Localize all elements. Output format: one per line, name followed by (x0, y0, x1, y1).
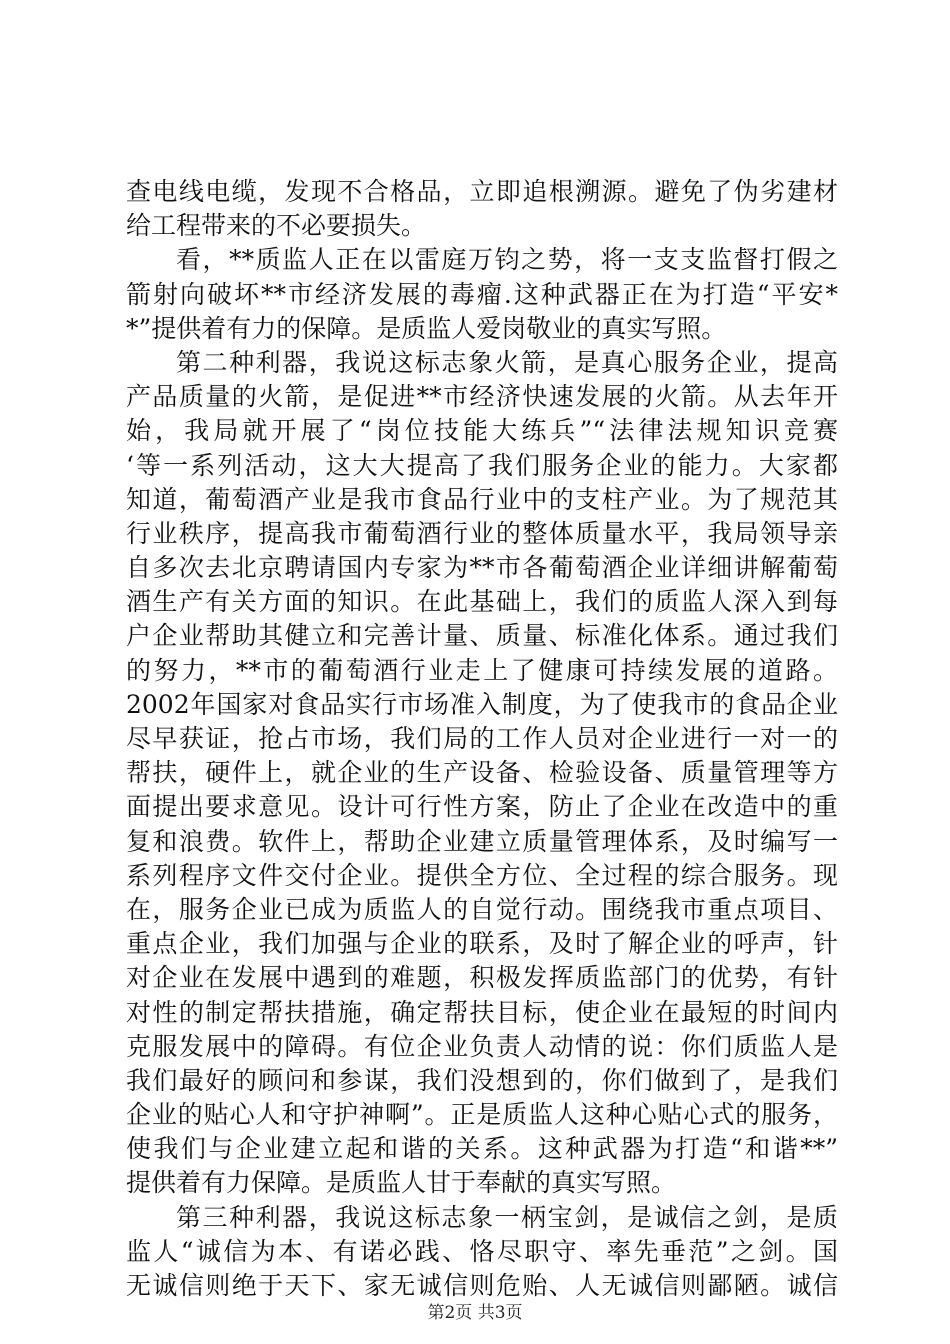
text-line: 自多次去北京聘请国内专家为**市各葡萄酒企业详细讲解葡萄 (126, 553, 838, 583)
text-line: *”提供着有力的保障。是质监人爱岗敬业的真实写照。 (126, 313, 727, 343)
text-line: 克服发展中的障碍。有位企业负责人动情的说：你们质监人是 (126, 1031, 838, 1061)
text-line: 行业秩序，提高我市葡萄酒行业的整体质量水平，我局领导亲 (126, 518, 838, 548)
text-line: 产品质量的火箭，是促进**市经济快速发展的火箭。从去年开 (126, 382, 838, 412)
text-line: 的努力，**市的葡萄酒行业走上了健康可持续发展的道路。 (126, 655, 838, 685)
text-line: 第三种利器，我说这标志象一柄宝剑，是诚信之剑，是质 (176, 1202, 838, 1232)
text-line: 户企业帮助其健立和完善计量、质量、标准化体系。通过我们 (126, 621, 838, 651)
text-line: 复和浪费。软件上，帮助企业建立质量管理体系，及时编写一 (126, 826, 838, 856)
text-line: 2002年国家对食品实行市场准入制度，为了使我市的食品企业 (126, 689, 838, 719)
text-line: 酒生产有关方面的知识。在此基础上，我们的质监人深入到每 (126, 587, 838, 617)
text-line: 提供着有力保障。是质监人甘于奉献的真实写照。 (126, 1168, 677, 1198)
text-line: 系列程序文件交付企业。提供全方位、全过程的综合服务。现 (126, 860, 838, 890)
text-line: 箭射向破坏**市经济发展的毒瘤.这种武器正在为打造“平安* (126, 279, 838, 309)
page-number-footer: 第2页 共3页 (427, 1303, 523, 1323)
body-text (126, 175, 838, 1303)
text-line: 知道，葡萄酒产业是我市食品行业中的支柱产业。为了规范其 (126, 484, 838, 514)
text-line: 始，我局就开展了“岗位技能大练兵”“法律法规知识竞赛 (126, 416, 838, 446)
text-line: 无诚信则绝于天下、家无诚信则危贻、人无诚信则鄙陋。诚信 (126, 1271, 838, 1300)
text-line: 监人“诚信为本、有诺必践、恪尽职守、率先垂范”之剑。国 (126, 1236, 838, 1266)
text-line: 看，**质监人正在以雷庭万钧之势，将一支支监督打假之 (176, 245, 838, 275)
text-line: 重点企业，我们加强与企业的联系，及时了解企业的呼声，针 (126, 929, 838, 959)
text-line: 我们最好的顾问和参谋，我们没想到的，你们做到了，是我们 (126, 1065, 838, 1095)
text-line: ‘等一系列活动，这大大提高了我们服务企业的能力。大家都 (126, 450, 838, 480)
text-line: 在，服务企业已成为质监人的自觉行动。围绕我市重点项目、 (126, 894, 838, 924)
text-line: 企业的贴心人和守护神啊”。正是质监人这种心贴心式的服务， (126, 1100, 838, 1130)
text-line: 面提出要求意见。设计可行性方案，防止了企业在改造中的重 (126, 792, 838, 822)
text-line: 使我们与企业建立起和谐的关系。这种武器为打造“和谐**” (126, 1134, 838, 1164)
text-line: 给工程带来的不必要损失。 (126, 211, 427, 241)
text-line: 对性的制定帮扶措施，确定帮扶目标，使企业在最短的时间内 (126, 997, 838, 1027)
text-line: 对企业在发展中遇到的难题，积极发挥质监部门的优势，有针 (126, 963, 838, 993)
text-line: 帮扶，硬件上，就企业的生产设备、检验设备、质量管理等方 (126, 758, 838, 788)
text-line: 尽早获证，抢占市场，我们局的工作人员对企业进行一对一的 (126, 724, 838, 753)
text-line: 查电线电缆，发现不合格品，立即追根溯源。避免了伪劣建材 (126, 177, 838, 206)
text-line: 第二种利器，我说这标志象火箭，是真心服务企业，提高 (176, 347, 838, 377)
